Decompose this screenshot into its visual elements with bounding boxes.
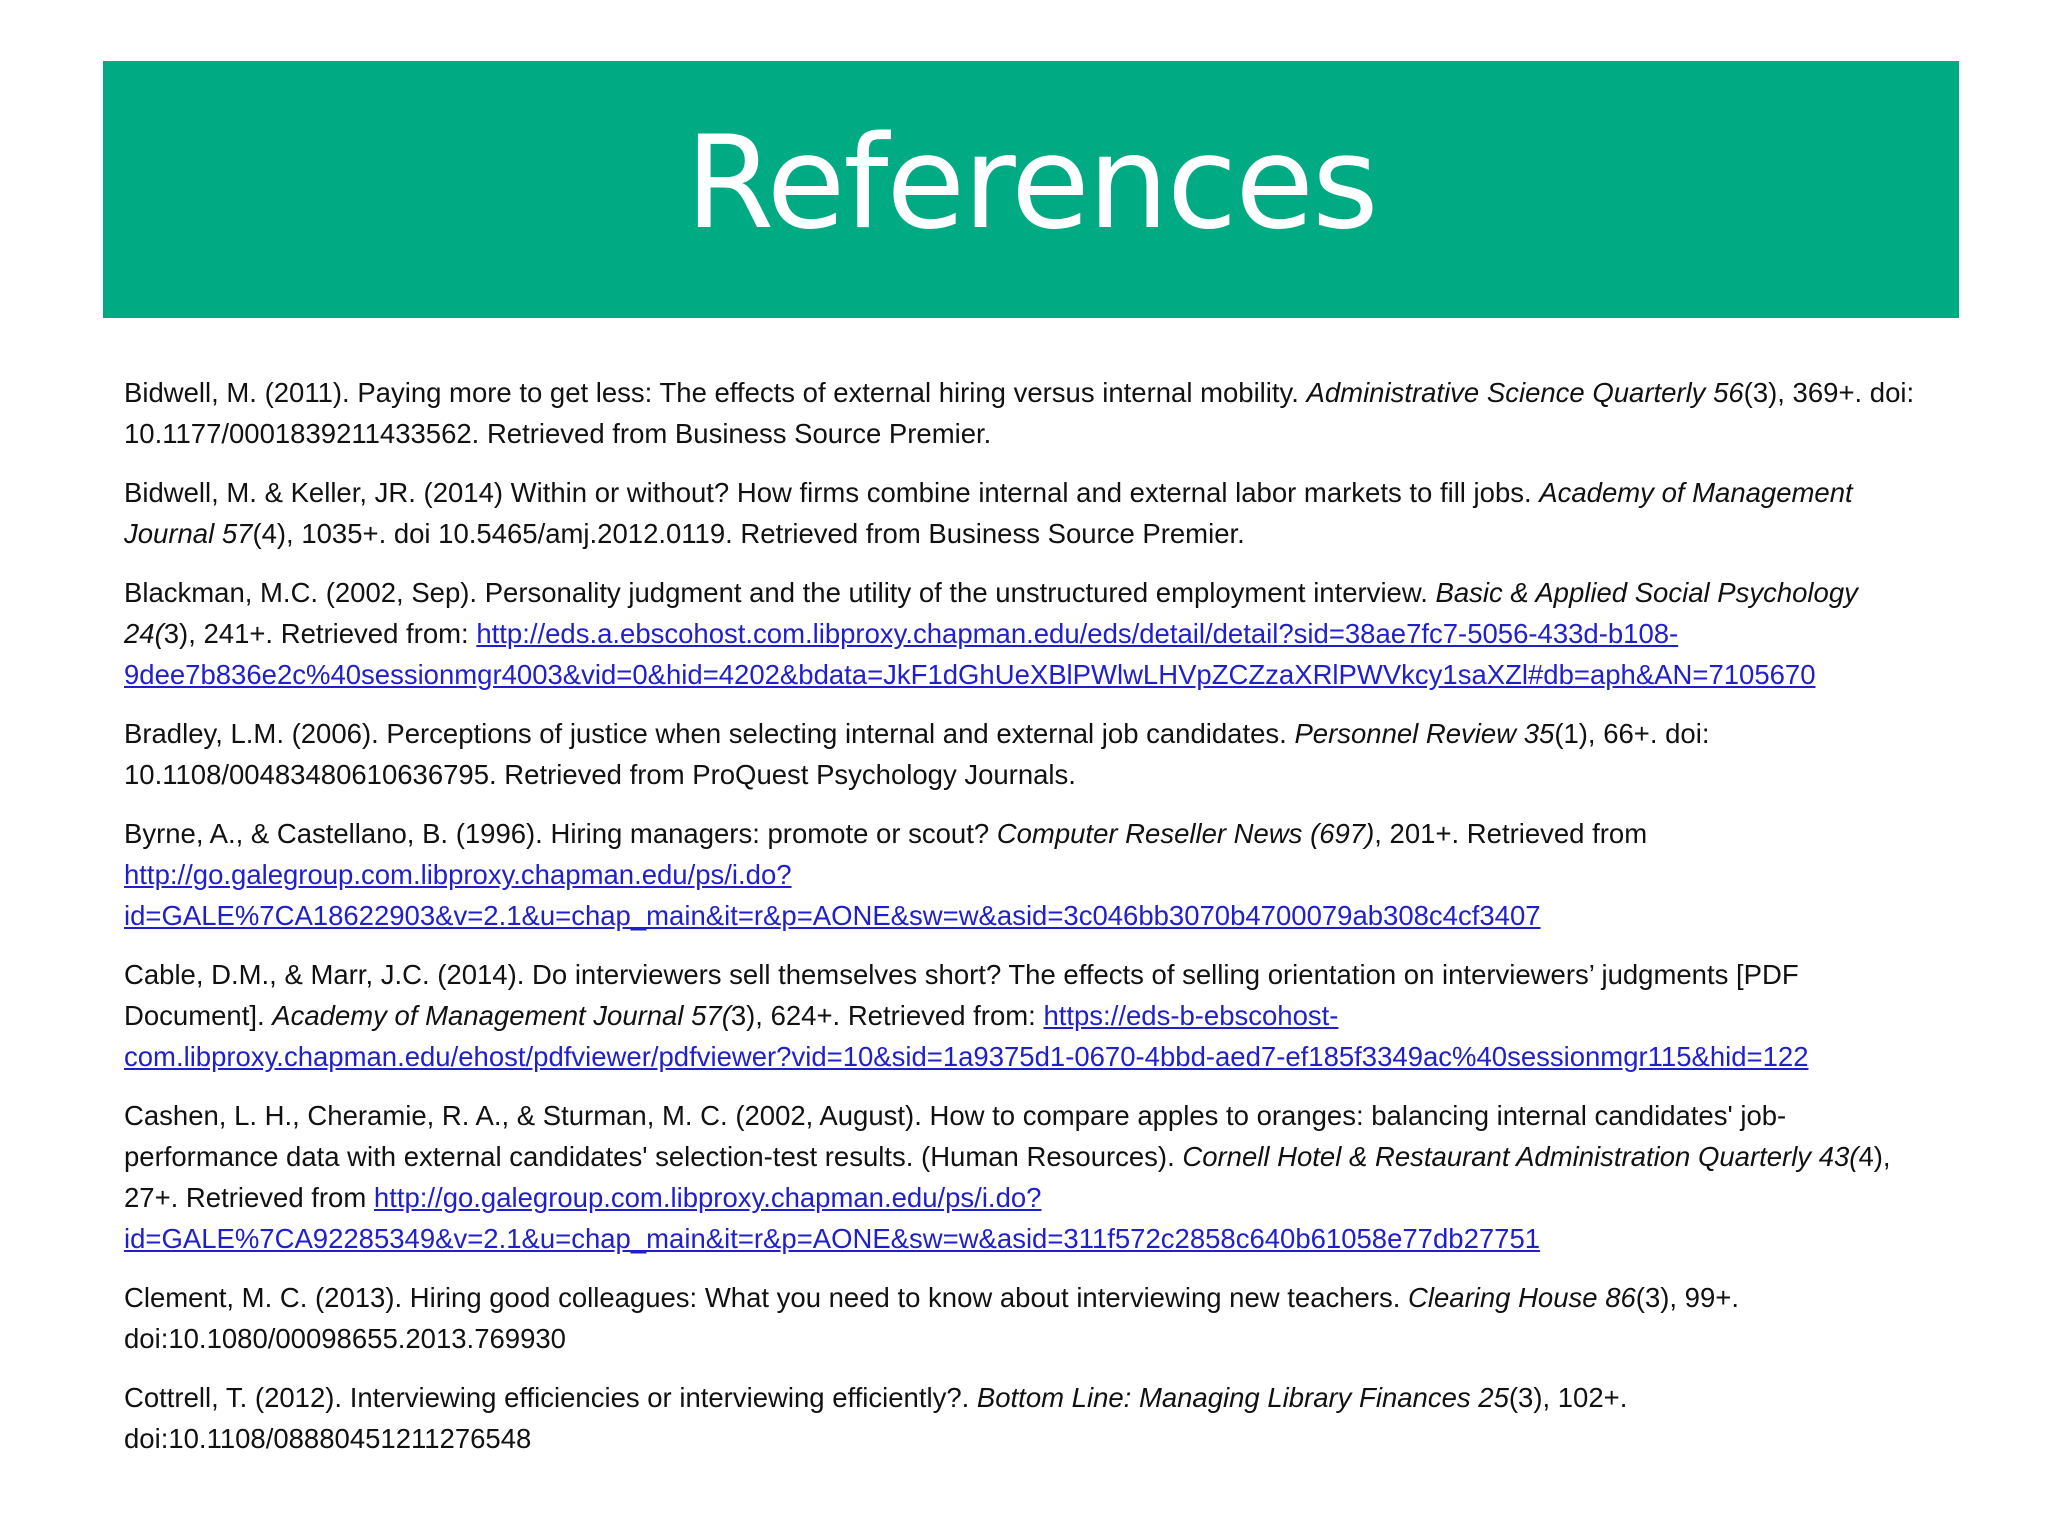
reference-details: (3), 102+. doi:10.1108/08880451211276548	[124, 1382, 1628, 1454]
reference-details: (1), 66+. doi: 10.1108/00483480610636795. Retrieved from ProQuest Psychology Journals.	[124, 718, 1710, 790]
reference-source: Academy of Management Journal 57	[124, 477, 1853, 549]
reference-text: Clement, M. C. (2013). Hiring good colleagues: What you need to know about interviewing new teachers.	[124, 1282, 1409, 1313]
page-title: References	[685, 108, 1377, 258]
reference-text: Bradley, L.M. (2006). Perceptions of justice when selecting internal and external job candidates.	[124, 718, 1295, 749]
reference-text: Cashen, L. H., Cheramie, R. A., & Sturman, M. C. (2002, August). How to compare apples to oranges: balancing internal candidates' job-performance data with external candidates' selection-test results. (Human Resources).	[124, 1100, 1787, 1172]
reference-link[interactable]: https://eds-b-ebscohost-com.libproxy.chapman.edu/ehost/pdfviewer/pdfviewer?vid=10&sid=1a9375d1-0670-4bbd-aed7-ef185f3349ac%40sessionmgr115&hid=122	[124, 1000, 1809, 1072]
reference-item	[124, 572, 1934, 695]
reference-item	[124, 954, 1934, 1077]
reference-item	[124, 813, 1934, 936]
reference-source: Personnel Review 35	[1294, 718, 1555, 749]
reference-details: (4), 1035+. doi 10.5465/amj.2012.0119. Retrieved from Business Source Premier.	[252, 518, 1245, 549]
reference-source: Cornell Hotel & Restaurant Administration Quarterly 43(	[1182, 1141, 1859, 1172]
reference-details: (3), 99+. doi:10.1080/00098655.2013.769930	[124, 1282, 1739, 1354]
reference-item	[124, 372, 1934, 454]
reference-link[interactable]: http://go.galegroup.com.libproxy.chapman.edu/ps/i.do?id=GALE%7CA18622903&v=2.1&u=chap_main&it=r&p=AONE&sw=w&asid=3c046bb3070b4700079ab308c4cf3407	[124, 859, 1541, 931]
reference-text: Bidwell, M. & Keller, JR. (2014) Within or without? How firms combine internal and external labor markets to fill jobs.	[124, 477, 1540, 508]
reference-details: (3), 369+. doi: 10.1177/0001839211433562. Retrieved from Business Source Premier.	[124, 377, 1915, 449]
reference-list	[124, 372, 1934, 1477]
reference-source: Computer Reseller News (697)	[996, 818, 1375, 849]
reference-text: Bidwell, M. (2011). Paying more to get less: The effects of external hiring versus internal mobility.	[124, 377, 1307, 408]
reference-text: Cable, D.M., & Marr, J.C. (2014). Do interviewers sell themselves short? The effects of selling orientation on interviewers’ judgments [PDF Document].	[124, 959, 1799, 1031]
reference-source: Academy of Management Journal 57(	[272, 1000, 731, 1031]
reference-link[interactable]: http://eds.a.ebscohost.com.libproxy.chapman.edu/eds/detail/detail?sid=38ae7fc7-5056-433d-b108-9dee7b836e2c%40sessionmgr4003&vid=0&hid=4202&bdata=JkF1dGhUeXBlPWlwLHVpZCZzaXRlPWVkcy1saXZl#db=aph&AN=7105670	[124, 618, 1816, 690]
reference-details: 3), 624+. Retrieved from:	[730, 1000, 1044, 1031]
title-banner	[103, 61, 1959, 318]
reference-item	[124, 1277, 1934, 1359]
reference-details: , 201+. Retrieved from	[1374, 818, 1648, 849]
reference-link[interactable]: http://go.galegroup.com.libproxy.chapman.edu/ps/i.do?id=GALE%7CA92285349&v=2.1&u=chap_main&it=r&p=AONE&sw=w&asid=311f572c2858c640b61058e77db27751	[124, 1182, 1541, 1254]
reference-item	[124, 472, 1934, 554]
reference-source: Basic & Applied Social Psychology 24(	[124, 577, 1858, 649]
reference-item	[124, 1095, 1934, 1259]
reference-text: Byrne, A., & Castellano, B. (1996). Hiring managers: promote or scout?	[124, 818, 997, 849]
reference-details: 3), 241+. Retrieved from:	[163, 618, 477, 649]
reference-text: Cottrell, T. (2012). Interviewing efficiencies or interviewing efficiently?.	[124, 1382, 977, 1413]
reference-source: Clearing House 86	[1408, 1282, 1636, 1313]
reference-text: Blackman, M.C. (2002, Sep). Personality judgment and the utility of the unstructured employment interview.	[124, 577, 1436, 608]
reference-item	[124, 713, 1934, 795]
reference-details: 4), 27+. Retrieved from	[124, 1141, 1891, 1213]
reference-source: Bottom Line: Managing Library Finances 25	[976, 1382, 1509, 1413]
reference-item	[124, 1377, 1934, 1459]
reference-source: Administrative Science Quarterly 56	[1306, 377, 1744, 408]
